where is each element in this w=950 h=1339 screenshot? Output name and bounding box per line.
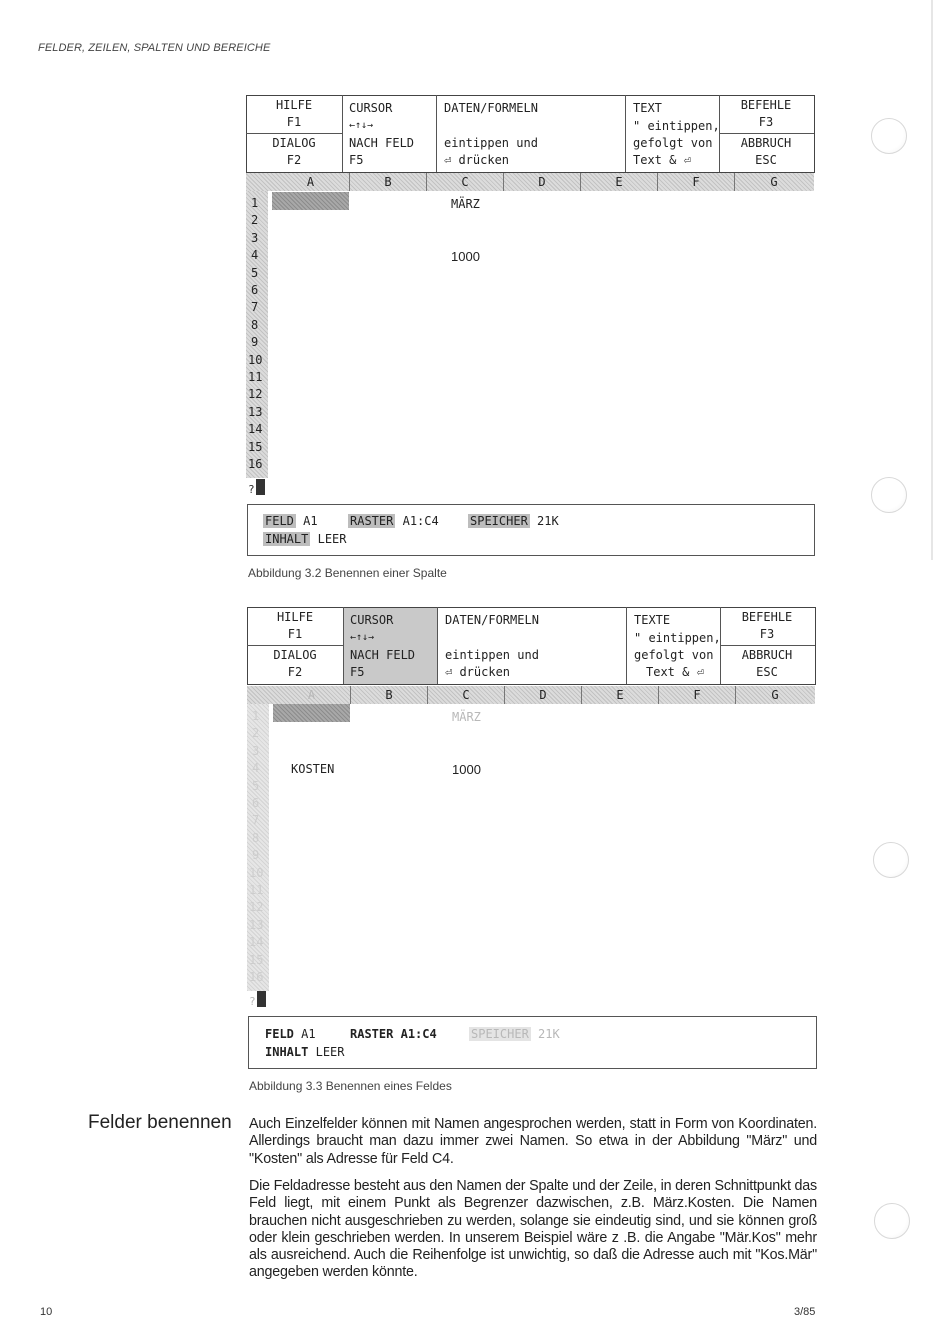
fig2-prompt-mark: ? — [249, 995, 256, 1008]
fig2-text-enter: Text & ⏎ — [646, 665, 704, 679]
fig2-f3-key: F3 — [759, 627, 775, 641]
fig2-row-6: 6 — [252, 796, 260, 810]
fig1-row-10: 10 — [248, 352, 263, 367]
fig1-druecken-text: ⏎ drücken — [444, 153, 510, 167]
fig1-input-cursor — [256, 479, 265, 495]
fig1-cell-cursor-A1 — [272, 192, 349, 210]
fig1-daten-label: DATEN/FORMELN — [444, 101, 538, 115]
fig1-caption: Abbildung 3.2 Benennen einer Spalte — [248, 566, 447, 580]
fig2-daten-label: DATEN/FORMELN — [445, 613, 539, 627]
fig1-hilfe-label: HILFE — [275, 98, 313, 112]
fig1-speicher-value: 21K — [537, 514, 559, 528]
page-number: 10 — [40, 1306, 53, 1318]
fig2-row-16: 16 — [249, 970, 264, 984]
fig2-column-header-bar — [247, 686, 815, 704]
fig1-row-1: 1 — [251, 196, 259, 210]
fig1-cursor-label: CURSOR — [349, 101, 393, 115]
fig2-row-8: 8 — [252, 830, 260, 845]
page-edge-shadow — [931, 0, 933, 560]
fig2-row-10: 10 — [249, 865, 264, 880]
fig2-cursor-label: CURSOR — [350, 613, 394, 627]
fig1-raster-label: RASTER — [350, 514, 394, 528]
fig2-gefolgt-text: gefolgt von — [634, 648, 714, 662]
fig1-eintippen-text: eintippen und — [444, 136, 538, 150]
fig1-feld-label: FELD — [265, 514, 294, 528]
fig2-eintippen-text: eintippen und — [445, 648, 539, 662]
fig1-gefolgt-text: gefolgt von — [633, 136, 713, 150]
fig2-row-9: 9 — [252, 848, 260, 863]
fig2-row-1: 1 — [252, 709, 260, 723]
fig2-cell-A4: KOSTEN — [291, 762, 335, 776]
fig2-row-13: 13 — [249, 917, 264, 932]
paragraph-2: Die Feldadresse besteht aus den Namen der Spalte und der Zeile, in deren Schnittpunkt das Feld liegt, mit einem Punkt als Begrenzer dazwischen, z.B. März.Kosten. Die Namen brauchen nicht ausgeschrieben zu werden, solange sie eindeutig sind, und sie können groß oder klein geschrieben werden. In unserem Beispiel wäre z .B. die Angabe "Mär.Kos" mehr als ausreichend. Auch die Reihenfolge ist unwichtig, so daß die Adresse auch mit "Kos.Mär" angegeben werden könnte. — [249, 1178, 817, 1281]
fig2-inhalt-value: LEER — [315, 1045, 345, 1059]
fig1-quote-text: " eintippen, — [633, 119, 720, 133]
running-header: FELDER, ZEILEN, SPALTEN UND BEREICHE — [38, 42, 271, 54]
fig1-col-C: C — [427, 173, 504, 191]
fig2-input-cursor — [257, 991, 266, 1007]
fig2-dialog-label: DIALOG — [273, 648, 317, 662]
fig1-row-15: 15 — [248, 439, 263, 454]
fig2-raster-label: RASTER — [350, 1027, 394, 1041]
fig1-status-feld — [263, 513, 318, 530]
fig1-row-11: 11 — [248, 370, 263, 384]
fig1-row-4: 4 — [251, 248, 259, 263]
fig2-speicher-label: SPEICHER — [471, 1027, 529, 1041]
fig2-druecken-text: ⏎ drücken — [445, 665, 511, 679]
fig2-status-raster — [350, 1026, 437, 1043]
fig2-quote-text: " eintippen, — [634, 631, 721, 645]
fig1-column-header-bar — [246, 173, 814, 191]
fig2-row-14: 14 — [249, 935, 264, 950]
binder-hole-4 — [874, 1203, 910, 1239]
fig1-row-9: 9 — [251, 335, 259, 350]
fig2-status-feld — [265, 1026, 316, 1043]
fig1-cell-C4: 1000 — [451, 249, 480, 264]
fig1-row-14: 14 — [248, 422, 263, 437]
binder-hole-3 — [873, 842, 909, 878]
fig1-speicher-label: SPEICHER — [470, 514, 528, 528]
fig1-row-6: 6 — [251, 283, 259, 297]
fig2-speicher-value: 21K — [538, 1027, 560, 1041]
fig1-col-A: A — [272, 173, 350, 191]
fig2-col-E: E — [582, 686, 659, 704]
fig2-f5-key: F5 — [350, 665, 365, 679]
fig2-abbruch-label: ABBRUCH — [741, 648, 793, 662]
fig1-status-box — [247, 504, 815, 556]
fig2-col-A: A — [273, 686, 351, 704]
fig2-row-3: 3 — [252, 743, 260, 758]
fig1-cell-C1: MÄRZ — [451, 197, 480, 211]
fig1-f1-key: F1 — [286, 115, 302, 129]
fig1-row-3: 3 — [251, 230, 259, 245]
fig1-col-G: G — [770, 175, 778, 189]
fig2-cell-cursor-A1 — [273, 704, 350, 722]
fig2-status-inhalt — [265, 1044, 345, 1061]
fig2-text-label: TEXTE — [634, 613, 671, 627]
fig1-col-F: F — [658, 173, 735, 191]
fig1-abbruch-label: ABBRUCH — [740, 136, 792, 150]
fig1-f2-key: F2 — [286, 153, 302, 167]
fig1-text-enter: Text & ⏎ — [633, 153, 691, 167]
fig1-arrow-keys: ←↑↓→ — [349, 120, 374, 131]
fig2-f2-key: F2 — [287, 665, 303, 679]
fig2-arrow-keys: ←↑↓→ — [350, 632, 375, 643]
fig2-col-B: B — [351, 686, 428, 704]
fig2-col-G: G — [771, 688, 779, 702]
fig2-feld-label: FELD — [265, 1027, 294, 1041]
fig2-row-7: 7 — [252, 813, 260, 828]
fig1-status-inhalt — [263, 531, 347, 548]
fig1-nach-feld-label: NACH FELD — [349, 136, 415, 150]
fig1-row-7: 7 — [251, 300, 259, 315]
fig2-row-12: 12 — [249, 900, 264, 915]
fig1-row-2: 2 — [251, 213, 259, 228]
fig1-feld-value: A1 — [303, 514, 318, 528]
fig1-befehle-label: BEFEHLE — [740, 98, 792, 112]
section-title: Felder benennen — [88, 1112, 232, 1133]
fig2-row-header-bar — [247, 704, 269, 991]
fig1-col-E: E — [581, 173, 658, 191]
fig2-cell-C4: 1000 — [452, 762, 481, 777]
fig2-col-F: F — [659, 686, 736, 704]
fig1-text-label: TEXT — [633, 101, 662, 115]
fig1-f3-key: F3 — [758, 115, 774, 129]
fig1-row-8: 8 — [251, 317, 259, 332]
fig1-row-5: 5 — [251, 265, 259, 280]
binder-hole-1 — [871, 118, 907, 154]
fig2-nach-feld-label: NACH FELD — [350, 648, 416, 662]
fig2-inhalt-label: INHALT — [265, 1045, 309, 1059]
fig1-row-12: 12 — [248, 387, 263, 402]
fig2-col-C: C — [428, 686, 505, 704]
fig2-hilfe-label: HILFE — [276, 610, 314, 624]
fig1-status-speicher — [468, 513, 559, 530]
fig2-caption: Abbildung 3.3 Benennen eines Feldes — [249, 1079, 452, 1093]
fig2-raster-value: A1:C4 — [400, 1027, 437, 1041]
fig1-inhalt-value: LEER — [317, 532, 347, 546]
fig2-feld-value: A1 — [301, 1027, 316, 1041]
fig1-esc-key: ESC — [755, 153, 777, 167]
fig1-row-16: 16 — [248, 457, 263, 471]
fig1-f5-key: F5 — [349, 153, 364, 167]
fig1-inhalt-label: INHALT — [265, 532, 309, 546]
fig2-row-15: 15 — [249, 952, 264, 967]
fig1-prompt-mark: ? — [248, 483, 255, 496]
fig2-f1-key: F1 — [287, 627, 303, 641]
edition-mark: 3/85 — [794, 1306, 816, 1318]
fig2-cell-C1: MÄRZ — [452, 710, 481, 724]
fig1-col-B: B — [350, 173, 427, 191]
fig1-row-header-bar — [246, 191, 268, 478]
paragraph-1: Auch Einzelfelder können mit Namen angesprochen werden, statt in Form von Koordinaten. Allerdings braucht man dazu immer zwei Namen. So etwa in der Abbildung "März" und "Kosten" als Adresse für Feld C4. — [249, 1116, 817, 1167]
fig1-status-raster — [348, 513, 439, 530]
fig2-esc-key: ESC — [756, 665, 778, 679]
fig2-befehle-label: BEFEHLE — [741, 610, 793, 624]
binder-hole-2 — [871, 477, 907, 513]
fig1-row-13: 13 — [248, 404, 263, 419]
fig1-raster-value: A1:C4 — [402, 514, 439, 528]
fig1-col-D: D — [504, 173, 581, 191]
fig2-row-4: 4 — [252, 761, 260, 776]
fig2-row-5: 5 — [252, 778, 260, 793]
fig2-col-D: D — [505, 686, 582, 704]
fig2-row-11: 11 — [249, 883, 264, 897]
fig1-dialog-label: DIALOG — [272, 136, 316, 150]
fig2-status-speicher — [469, 1026, 560, 1043]
fig2-row-2: 2 — [252, 726, 260, 741]
